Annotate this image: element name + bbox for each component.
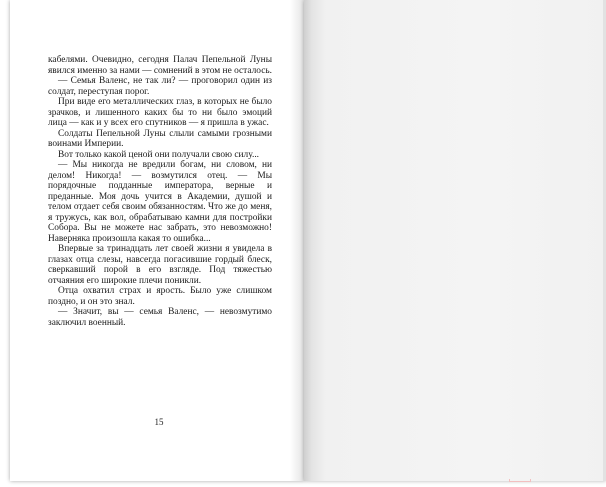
paragraph: — Семья Валенс, не так ли? — проговорил один из солдат, переступая порог. <box>48 76 272 97</box>
right-page-blank <box>304 0 606 481</box>
paragraph: — Значит, вы — семья Валенс, — невозмутимо заключил военный. <box>48 307 272 328</box>
paragraph: Вот только какой ценой они получали свою силу... <box>58 149 260 160</box>
paragraph: Впервые за тринадцать лет своей жизни я увидела в глазах отца слезы, навсегда погасившие гордый блеск, сверкавший порой в его взгляде. Под тяжестью отчаяния его широкие плечи поникли. <box>48 244 272 286</box>
open-book <box>10 0 606 482</box>
body-text <box>48 55 272 328</box>
paragraph: кабелями. Очевидно, сегодня Палач Пепельной Луны явился именно за нами — сомнений в этом не осталось. <box>48 55 272 76</box>
paragraph: Солдаты Пепельной Луны слыли самыми грозными воинами Империи. <box>48 128 272 149</box>
left-page <box>10 0 304 481</box>
paragraph: — Мы никогда не вредили богам, ни словом, ни делом! Никогда! — возмутился отец. — Мы порядочные подданные императора, верные и преданные. Моя дочь учится в Академии, душой и телом отдает себя своим обязанностям. Что же до меня, я тружусь, как вол, обрабатываю камни для постройки Собора. Вы не можете нас забрать, это невозможно! Наверняка произошла какая то ошибка... <box>48 160 272 244</box>
paragraph: Отца охватил страх и ярость. Было уже слишком поздно, и он это знал. <box>48 286 272 307</box>
page-number: 15 <box>154 417 164 427</box>
corner-mark <box>509 479 531 482</box>
paragraph: При виде его металлических глаз, в которых не было зрачков, и лишенного каких бы то ни было эмоций лица — как и у всех его спутников — я пришла в ужас. <box>48 97 272 128</box>
